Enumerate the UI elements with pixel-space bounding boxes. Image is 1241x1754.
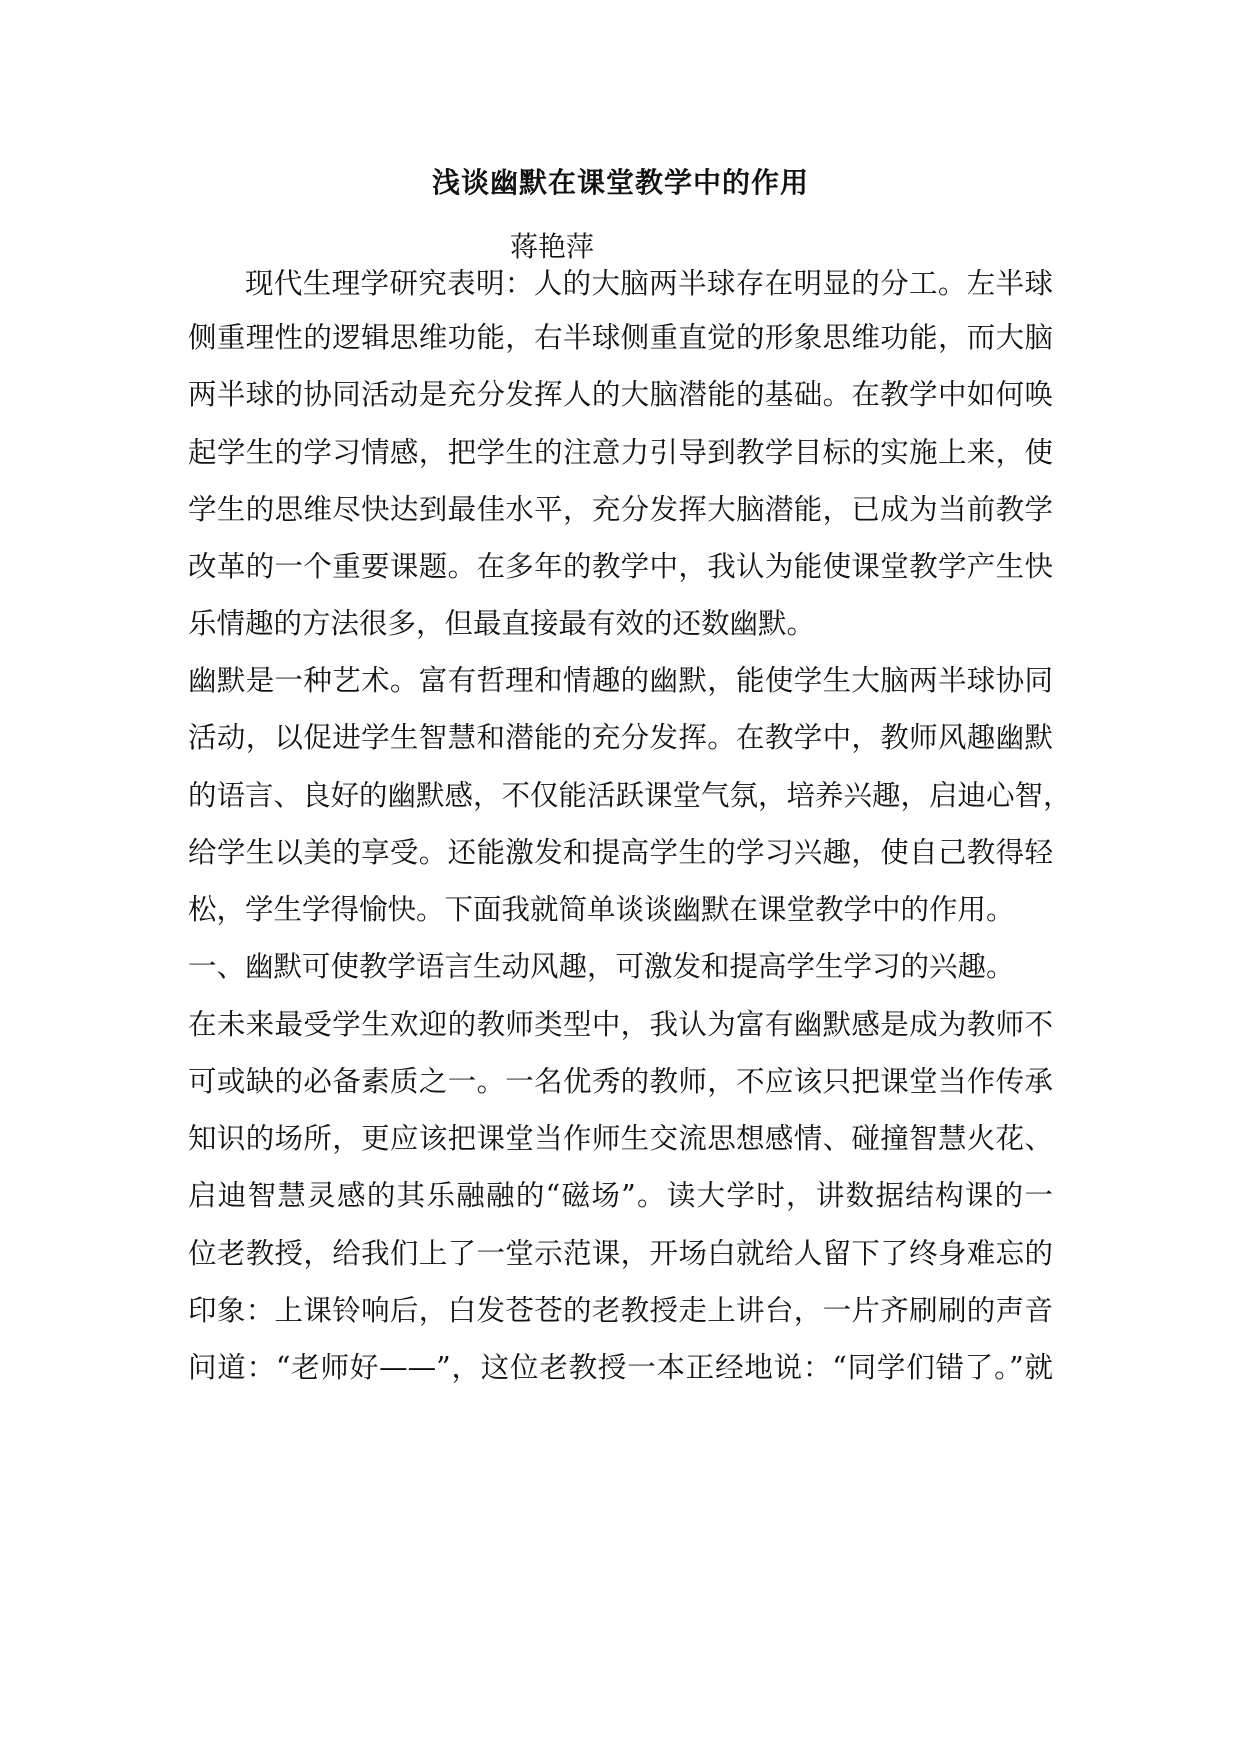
paragraph-line: 学生的思维尽快达到最佳水平，充分发挥大脑潜能，已成为当前教学 [188,493,1053,526]
paragraph-line: 现代生理学研究表明：人的大脑两半球存在明显的分工。左半球 [245,267,1053,300]
section-heading: 一、幽默可使教学语言生动风趣，可激发和提高学生学习的兴趣。 [188,950,1015,983]
paragraph-line: 启迪智慧灵感的其乐融融的“磁场”。读大学时，讲数据结构课的一 [188,1179,1053,1212]
paragraph-line: 活动，以促进学生智慧和潜能的充分发挥。在教学中，教师风趣幽默 [188,721,1053,754]
paragraph-line: 问道：“老师好——”，这位老教授一本正经地说：“同学们错了。”就 [188,1351,1053,1384]
paragraph-line: 印象：上课铃响后，白发苍苍的老教授走上讲台，一片齐刷刷的声音 [188,1294,1053,1327]
author-name: 蒋艳萍 [510,230,595,263]
paragraph-line: 可或缺的必备素质之一。一名优秀的教师，不应该只把课堂当作传承 [188,1065,1053,1098]
paragraph-line: 起学生的学习情感，把学生的注意力引导到教学目标的实施上来，使 [188,436,1053,469]
document-title: 浅谈幽默在课堂教学中的作用 [431,166,809,199]
paragraph-line: 位老教授，给我们上了一堂示范课，开场白就给人留下了终身难忘的 [188,1237,1053,1270]
paragraph-line: 松，学生学得愉快。下面我就简单谈谈幽默在课堂教学中的作用。 [188,893,1015,926]
paragraph-line: 在未来最受学生欢迎的教师类型中，我认为富有幽默感是成为教师不 [188,1008,1053,1041]
paragraph-line: 给学生以美的享受。还能激发和提高学生的学习兴趣，使自己教得轻 [188,836,1053,869]
paragraph-line: 侧重理性的逻辑思维功能，右半球侧重直觉的形象思维功能，而大脑 [188,321,1053,354]
paragraph-line: 的语言、良好的幽默感，不仅能活跃课堂气氛，培养兴趣，启迪心智， [188,779,1072,812]
paragraph-line: 乐情趣的方法很多，但最直接最有效的还数幽默。 [188,607,816,640]
paragraph-line: 两半球的协同活动是充分发挥人的大脑潜能的基础。在教学中如何唤 [188,378,1053,411]
paragraph-line: 改革的一个重要课题。在多年的教学中，我认为能使课堂教学产生快 [188,550,1053,583]
paragraph-line: 幽默是一种艺术。富有哲理和情趣的幽默，能使学生大脑两半球协同 [188,664,1053,697]
paragraph-line: 知识的场所，更应该把课堂当作师生交流思想感情、碰撞智慧火花、 [188,1122,1053,1155]
